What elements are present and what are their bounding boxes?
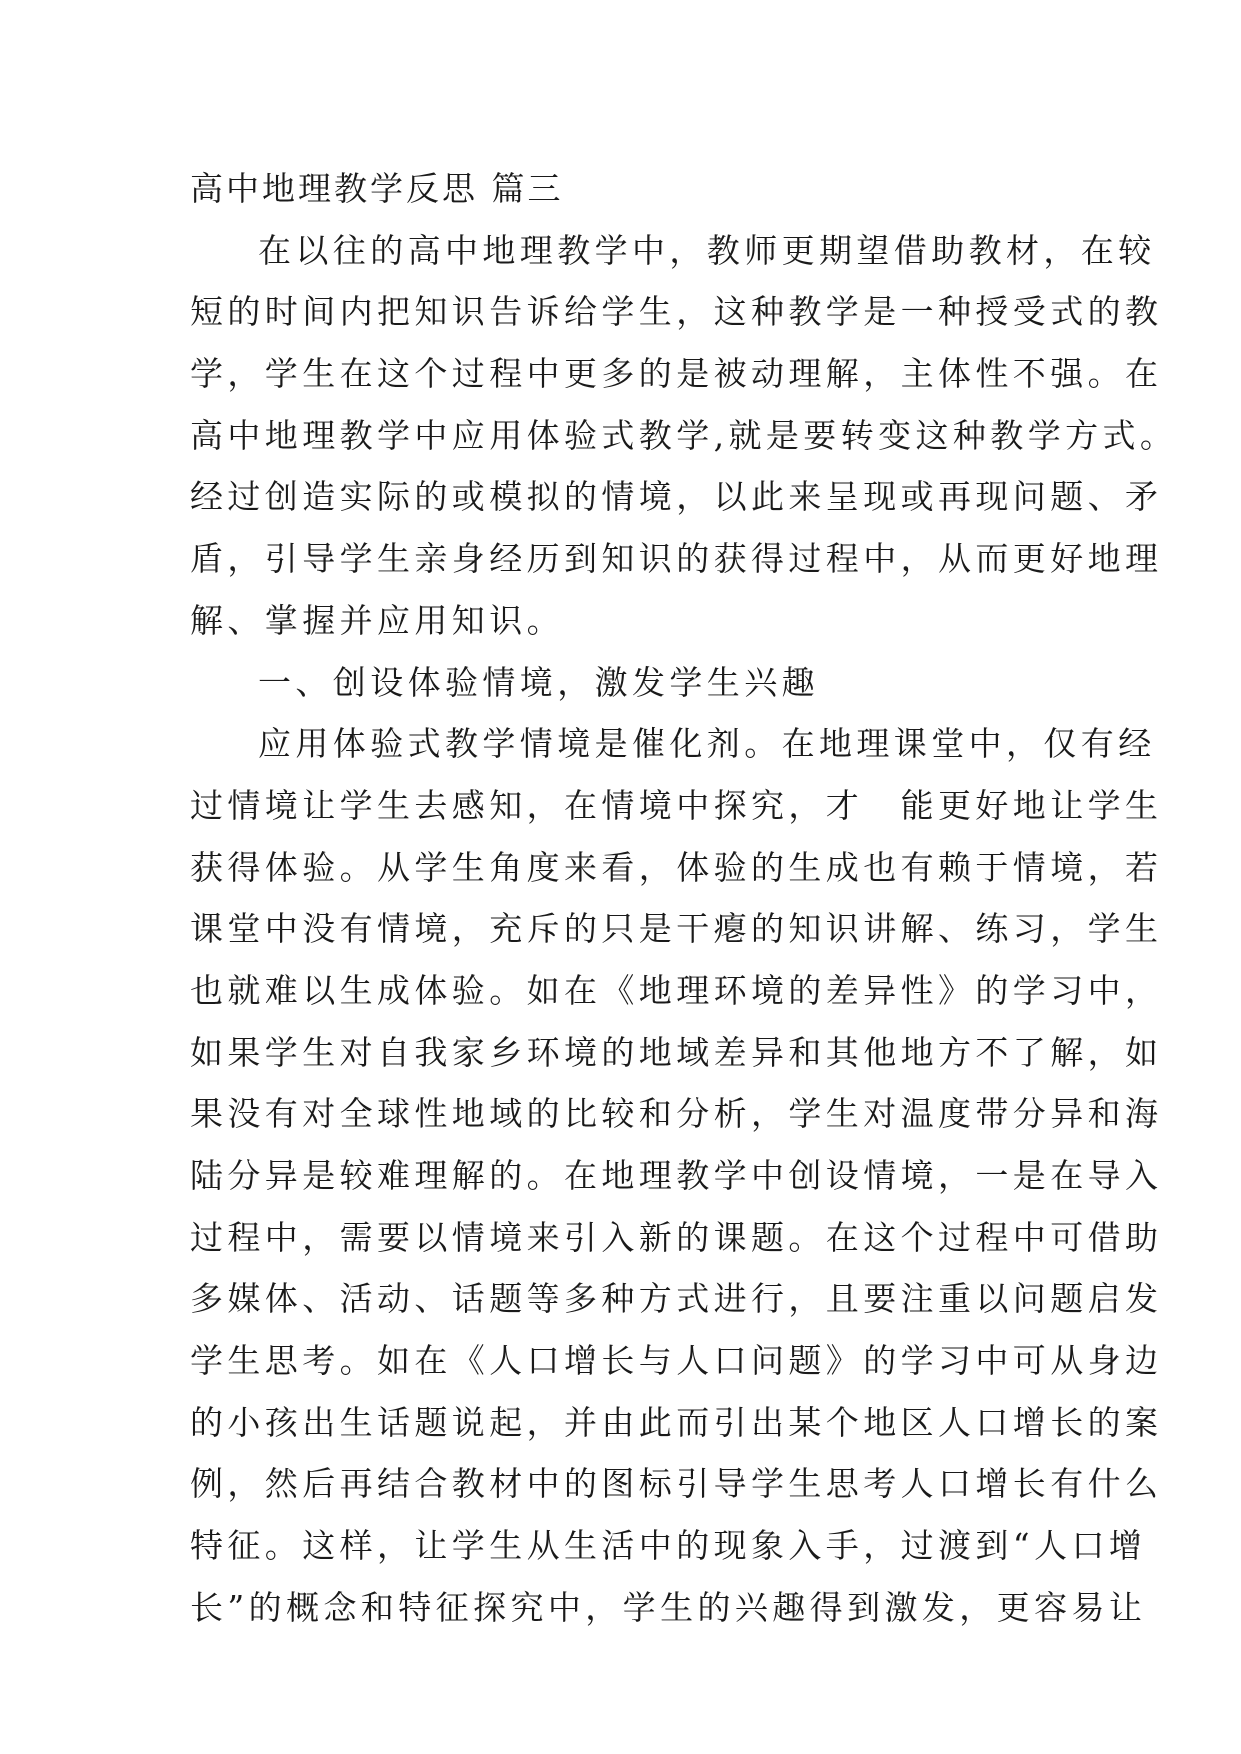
document-body: [190, 158, 1178, 1639]
paragraph-line: 在以往的高中地理教学中，教师更期望借助教材，在较: [258, 230, 1156, 270]
paragraph-line: 例，然后再结合教材中的图标引导学生思考人口增长有什么: [190, 1464, 1163, 1504]
paragraph-line: 高中地理教学中应用体验式教学,就是要转变这种教学方式。: [190, 415, 1178, 455]
document-title: 高中地理教学反思 篇三: [190, 169, 564, 208]
paragraph-line: 过程中，需要以情境来引入新的课题。在这个过程中可借助: [190, 1217, 1163, 1257]
paragraph-line: 特征。这样，让学生从生活中的现象入手，过渡到“人口增: [190, 1526, 1147, 1566]
paragraph-line: 过情境让学生去感知，在情境中探究，才 能更好地让学生: [190, 785, 1163, 825]
paragraph-line: 解、掌握并应用知识。: [190, 600, 564, 640]
paragraph-line: 短的时间内把知识告诉给学生，这种教学是一种授受式的教: [190, 292, 1163, 332]
paragraph-line: 课堂中没有情境，充斥的只是干瘪的知识讲解、练习，学生: [190, 909, 1163, 949]
paragraph-line: 应用体验式教学情境是催化剂。在地理课堂中，仅有经: [258, 724, 1156, 764]
paragraph-line: 学生思考。如在《人口增长与人口问题》的学习中可从身边: [190, 1341, 1163, 1381]
paragraph-line: 如果学生对自我家乡环境的地域差异和其他地方不了解，如: [190, 1032, 1163, 1072]
paragraph-line: 多媒体、活动、话题等多种方式进行，且要注重以问题启发: [190, 1279, 1163, 1319]
paragraph-line: 果没有对全球性地域的比较和分析，学生对温度带分异和海: [190, 1094, 1163, 1134]
section-heading: 一、创设体验情境，激发学生兴趣: [258, 662, 819, 702]
paragraph-line: 的小孩出生话题说起，并由此而引出某个地区人口增长的案: [190, 1402, 1163, 1442]
paragraph-line: 也就难以生成体验。如在《地理环境的差异性》的学习中，: [190, 970, 1163, 1010]
paragraph-line: 陆分异是较难理解的。在地理教学中创设情境，一是在导入: [190, 1156, 1163, 1195]
paragraph-line: 经过创造实际的或模拟的情境，以此来呈现或再现问题、矛: [190, 477, 1163, 517]
paragraph-line: 盾，引导学生亲身经历到知识的获得过程中，从而更好地理: [190, 539, 1163, 579]
paragraph-line: 学，学生在这个过程中更多的是被动理解，主体性不强。在: [190, 354, 1163, 394]
paragraph-line: 长”的概念和特征探究中，学生的兴趣得到激发，更容易让: [190, 1587, 1147, 1627]
paragraph-line: 获得体验。从学生角度来看，体验的生成也有赖于情境，若: [190, 847, 1163, 887]
